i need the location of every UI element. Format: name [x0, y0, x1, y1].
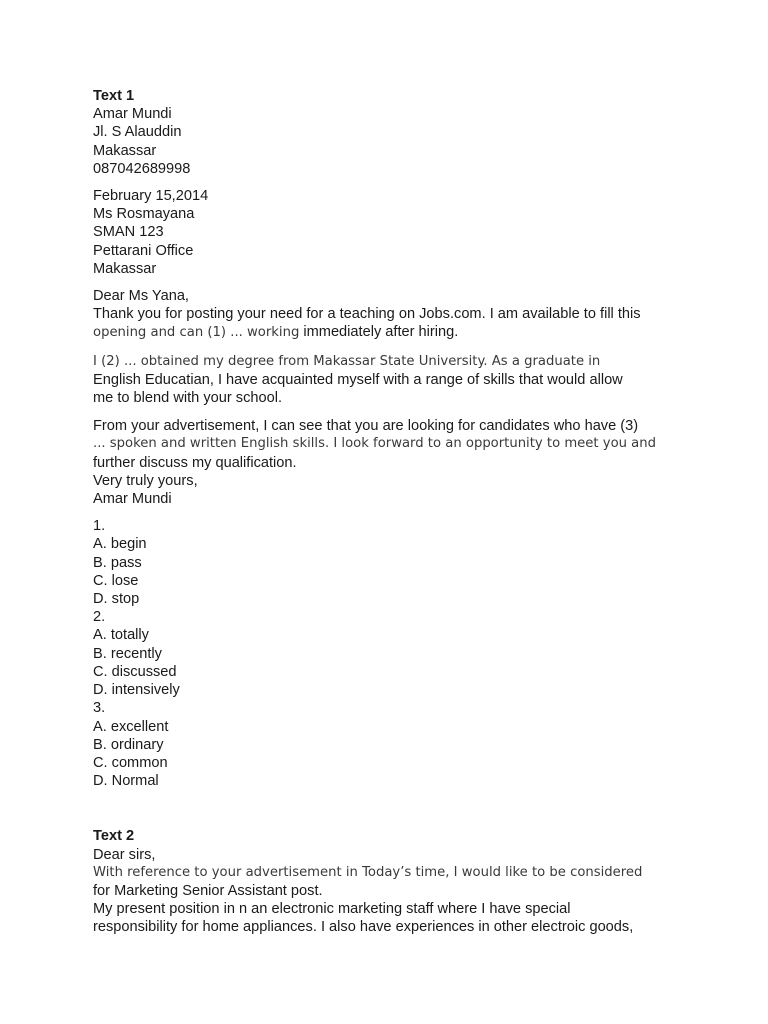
paragraph-2-line-2: English Educatian, I have acquainted myself with a range of skills that would allow: [93, 371, 623, 388]
recipient-city: Makassar: [93, 260, 157, 277]
paragraph-3-line-3: further discuss my qualification.: [93, 454, 297, 471]
recipient-name: Ms Rosmayana: [93, 206, 195, 223]
text1-heading: Text 1: [93, 88, 135, 104]
answer-option: C. discussed: [93, 663, 177, 680]
answer-option: B. pass: [93, 554, 142, 571]
question-list: [93, 517, 693, 790]
answer-option: A. totally: [93, 627, 149, 644]
text2-line-1: With reference to your advertisement in Today’s time, I would like to be considered: [93, 864, 643, 880]
answer-option: D. Normal: [93, 773, 159, 790]
sender-street: Jl. S Alauddin: [93, 124, 182, 141]
recipient-school: SMAN 123: [93, 224, 164, 241]
paragraph-1-tail-text: immediately after hiring.: [299, 324, 459, 341]
answer-option: C. common: [93, 754, 168, 771]
text2-line-2: for Marketing Senior Assistant post.: [93, 882, 323, 899]
spacer: [93, 508, 693, 517]
letter-signature: Amar Mundi: [93, 491, 172, 508]
question-number: 2.: [93, 609, 106, 626]
answer-option: B. ordinary: [93, 736, 164, 753]
sender-city: Makassar: [93, 142, 157, 159]
answer-option: B. recently: [93, 645, 162, 662]
document-page: [93, 87, 693, 937]
paragraph-2-line-1: I (2) ... obtained my degree from Makassar State University. As a graduate in: [93, 353, 601, 369]
question-number: 3.: [93, 700, 106, 717]
paragraph-1-blank-text: opening and can (1) ... working: [93, 325, 300, 341]
sender-name: Amar Mundi: [93, 106, 172, 123]
text2-line-4: responsibility for home appliances. I also have experiences in other electroic goods,: [93, 919, 634, 936]
spacer: [93, 178, 693, 187]
paragraph-1-line-1: Thank you for posting your need for a teaching on Jobs.com. I am available to fill this: [93, 306, 641, 323]
spacer: [93, 343, 693, 353]
answer-option: A. excellent: [93, 718, 169, 735]
text2-heading: Text 2: [93, 828, 135, 845]
letter-salutation: Dear Ms Yana,: [93, 288, 189, 305]
spacer: [93, 278, 693, 287]
sender-phone: 087042689998: [93, 160, 191, 177]
text2-line-3: My present position in n an electronic marketing staff where I have special: [93, 901, 571, 918]
letter-date: February 15,2014: [93, 188, 209, 205]
paragraph-3-line-2: ... spoken and written English skills. I look forward to an opportunity to meet you and: [93, 436, 656, 452]
recipient-office: Pettarani Office: [93, 242, 194, 259]
paragraph-1-line-2: [93, 323, 693, 342]
answer-option: D. stop: [93, 591, 140, 608]
paragraph-3-line-1: From your advertisement, I can see that you are looking for candidates who have (3): [93, 418, 639, 435]
spacer: [93, 790, 693, 827]
answer-option: A. begin: [93, 536, 147, 553]
answer-option: C. lose: [93, 572, 139, 589]
letter-closing: Very truly yours,: [93, 472, 198, 489]
question-number: 1.: [93, 518, 106, 535]
paragraph-2-line-3: me to blend with your school.: [93, 390, 283, 407]
spacer: [93, 407, 693, 417]
text2-salutation: Dear sirs,: [93, 846, 156, 863]
answer-option: D. intensively: [93, 682, 180, 699]
